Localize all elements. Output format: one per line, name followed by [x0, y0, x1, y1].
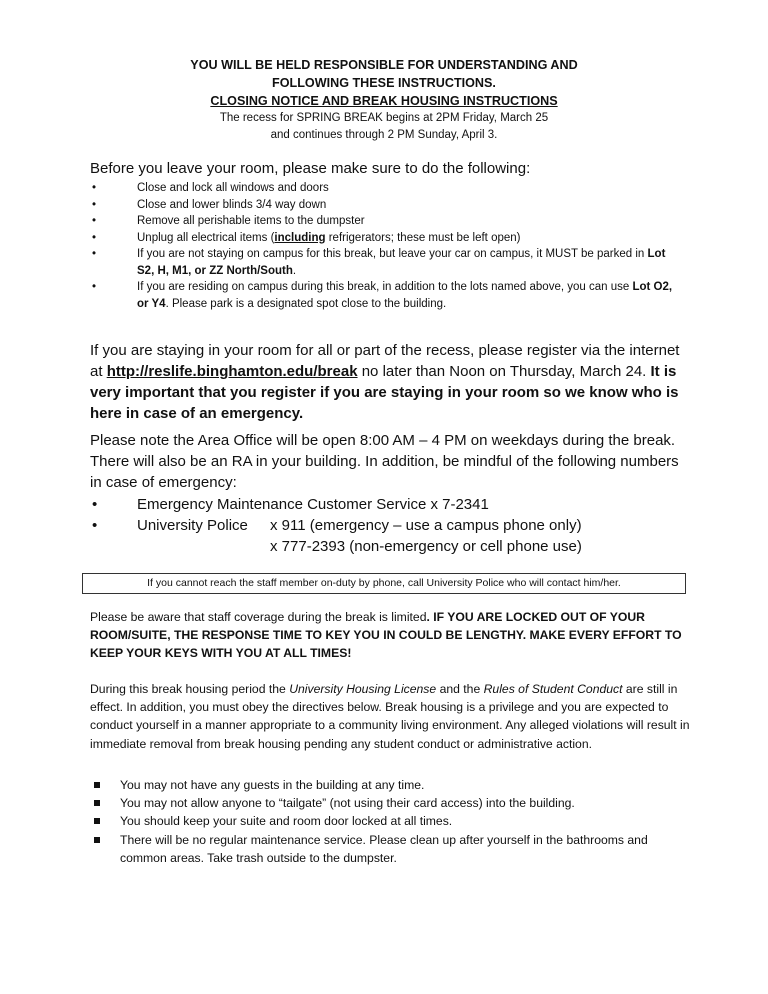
document-title: CLOSING NOTICE AND BREAK HOUSING INSTRUCTIONS [210, 94, 558, 108]
checklist-item: • Remove all perishable items to the dumpster [90, 213, 680, 230]
checklist-item: • Close and lock all windows and doors [90, 180, 680, 197]
break-housing-rules [90, 776, 695, 867]
area-office-paragraph: Please note the Area Office will be open 8:00 AM – 4 PM on weekdays during the break. There will also be an RA in your building. In addition, be mindful of the following numbers in case of emergency: [90, 432, 679, 491]
header-line-2: FOLLOWING THESE INSTRUCTIONS. [272, 76, 496, 90]
bullet-icon: • [92, 215, 97, 227]
checklist [90, 180, 680, 312]
notice-page: YOU WILL BE HELD RESPONSIBLE FOR UNDERSTANDING AND FOLLOWING THESE INSTRUCTIONS. CLOSING NOTICE AND BREAK HOUSING INSTRUCTIONS The recess for SPRING BREAK begins at 2PM Friday, March 25 and continues through 2 PM Sunday, April 3. Before you leave your room, please make sure to do the following: • Close and lock all windows and doors • Close and lower blinds 3/4 way down • Remove all perishable items to the dumpster • Unplug all electrical items (including refrigerators; these must be left open) • If you are not staying on campus for this break, but leave your car on campus, it MUST be parked in Lot S2, H, M1, or ZZ North/South. • If you are residing on campus during this break, in addition to the lots named above, you can use Lot O2, or Y4. Please park is a designated spot close to the building. If you are staying in your room for all or part of the recess, please register via the internet at http://reslife.binghamton.edu/break no later than Noon on Thursday, March 24. It is very important that you register if you are staying in your room so we know who is here in case of an emergency. Please note the Area Office will be open 8:00 AM – 4 PM on weekdays during the break. There will also be an RA in your building. In addition, be mindful of the following numbers in case of emergency: • Emergency Maintenance Customer Service x 7-2341 • University Police x 911 (emergency – use a campus phone only) x 777-2393 (non-emergency or cell phone use) If you cannot reach the staff member on-duty by phone, call University Police who will contact him/her. Please be aware that staff coverage during the break is limited. IF YOU ARE LOCKED OUT OF YOUR ROOM/SUITE, THE RESPONSE TIME TO KEY YOU IN COULD BE LENGTHY. MAKE EVERY EFFORT TO KEEP YOUR KEYS WITH YOU AT ALL TIMES! During this break housing period the University Housing License and the Rules of Student Conduct are still in effect. In addition, you must obey the directives below. Break housing is a privilege and you are expected to conduct yourself in a manner appropriate to a community living environment. Any alleged violations will result in immediate removal from break housing pending any student conduct or administrative action. You may not have any guests in the building at any time. You may not allow anyone to “tailgate” (not using their card access) into the building. You should keep your suite and room door locked at all times. There will be no regular maintenance service. Please clean up after yourself in the bathrooms and common areas. Take trash outside to the dumpster. [0, 0, 768, 994]
rule-item: You may not have any guests in the building at any time. [90, 776, 695, 794]
checklist-item: • Unplug all electrical items (including refrigerators; these must be left open) [90, 230, 680, 247]
housing-license-paragraph: During this break housing period the University Housing License and the Rules of Student Conduct are still in effect. In addition, you must obey the directives below. Break housing is a privilege and you are expected to conduct yourself in a manner appropriate to a community living environment. Any alleged violations will result in immediate removal from break housing pending any student conduct or administrative action. [90, 682, 690, 751]
bullet-icon: • [92, 198, 97, 211]
bullet-icon: • [92, 281, 97, 293]
square-bullet-icon [94, 782, 100, 788]
bullet-icon: • [92, 248, 97, 260]
bullet-icon: • [92, 496, 98, 513]
header-line-1: YOU WILL BE HELD RESPONSIBLE FOR UNDERSTANDING AND [190, 58, 578, 72]
checklist-item: • If you are not staying on campus for this break, but leave your car on campus, it MUST be parked in Lot S2, H, M1, or ZZ North/South. [92, 248, 666, 277]
break-registration-link[interactable]: http://reslife.binghamton.edu/break [106, 363, 358, 380]
registration-paragraph: If you are staying in your room for all or part of the recess, please register via the internet at http://reslife.binghamton.edu/break no later than Noon on Thursday, March 24. It is very important that you register if you are staying in your room so we know who is here in case of an emergency. [90, 342, 680, 422]
on-duty-note-box: If you cannot reach the staff member on-duty by phone, call University Police who will contact him/her. [82, 573, 686, 594]
bullet-icon: • [92, 182, 97, 194]
square-bullet-icon [94, 837, 100, 843]
bullet-icon: • [92, 231, 97, 244]
rule-item: You may not allow anyone to “tailgate” (not using their card access) into the building. [90, 794, 695, 812]
checklist-intro: Before you leave your room, please make sure to do the following: [90, 160, 531, 177]
bullet-icon: • [92, 517, 98, 534]
rule-item: There will be no regular maintenance service. Please clean up after yourself in the bathrooms and common areas. Take trash outside to the dumpster. [90, 831, 695, 867]
checklist-item: • Close and lower blinds 3/4 way down [90, 197, 680, 214]
square-bullet-icon [94, 818, 100, 824]
recess-dates-line-2: and continues through 2 PM Sunday, April 3. [270, 129, 498, 141]
staff-coverage-paragraph: Please be aware that staff coverage during the break is limited. IF YOU ARE LOCKED OUT OF YOUR ROOM/SUITE, THE RESPONSE TIME TO KEY YOU IN COULD BE LENGTHY. MAKE EVERY EFFORT TO KEEP YOUR KEYS WITH YOU AT ALL TIMES! [90, 610, 682, 661]
checklist-item: • If you are residing on campus during this break, in addition to the lots named above, you can use Lot O2, or Y4. Please park is a designated spot close to the building. [92, 281, 673, 310]
notice-header [0, 56, 768, 144]
recess-dates-line-1: The recess for SPRING BREAK begins at 2PM Friday, March 25 [219, 112, 549, 124]
square-bullet-icon [94, 800, 100, 806]
rule-item: You should keep your suite and room door locked at all times. [90, 812, 695, 830]
